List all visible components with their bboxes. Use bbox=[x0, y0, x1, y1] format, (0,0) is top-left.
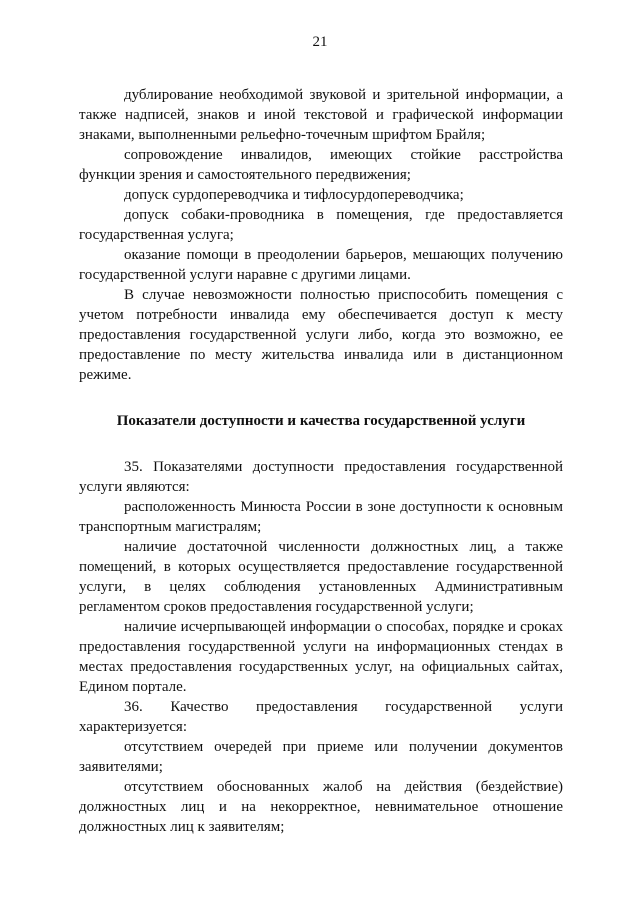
paragraph: 36. Качество предоставления государственной услуги характеризуется: bbox=[79, 699, 563, 735]
section-heading: Показатели доступности и качества государственной услуги bbox=[116, 413, 526, 429]
paragraph: отсутствием очередей при приеме или получении документов заявителями; bbox=[79, 739, 563, 775]
paragraph: допуск сурдопереводчика и тифлосурдопереводчика; bbox=[124, 187, 464, 203]
paragraph: наличие исчерпывающей информации о способах, порядке и сроках предоставления государственной услуги на информационных стендах в местах предоставления государственных услуг, на официальных сайтах, Едином портале. bbox=[79, 619, 563, 695]
paragraph: отсутствием обоснованных жалоб на действия (бездействие) должностных лиц и на некорректное, невнимательное отношение должностных лиц к заявителям; bbox=[79, 779, 563, 835]
paragraph: дублирование необходимой звуковой и зрительной информации, а также надписей, знаков и иной текстовой и графической информации знаками, выполненными рельефно-точечным шрифтом Брайля; bbox=[79, 87, 563, 143]
paragraph: допуск собаки-проводника в помещения, где предоставляется государственная услуга; bbox=[79, 207, 563, 243]
paragraph: сопровождение инвалидов, имеющих стойкие расстройства функции зрения и самостоятельного передвижения; bbox=[79, 147, 563, 183]
document-body bbox=[79, 85, 563, 837]
paragraph: оказание помощи в преодолении барьеров, мешающих получению государственной услуги наравне с другими лицами. bbox=[79, 247, 563, 283]
paragraph: расположенность Минюста России в зоне доступности к основным транспортным магистралям; bbox=[79, 499, 563, 535]
paragraph: наличие достаточной численности должностных лиц, а также помещений, в которых осуществляется предоставление государственной услуги, в целях соблюдения установленных Административным регламентом сроков предоставления государственной услуги; bbox=[79, 539, 563, 615]
paragraph: 35. Показателями доступности предоставления государственной услуги являются: bbox=[79, 459, 563, 495]
paragraph: В случае невозможности полностью приспособить помещения с учетом потребности инвалида ему обеспечивается доступ к месту предоставления государственной услуги либо, когда это возможно, ее предоставление по месту жительства инвалида или в дистанционном режиме. bbox=[79, 287, 563, 383]
page-number: 21 bbox=[312, 34, 328, 50]
